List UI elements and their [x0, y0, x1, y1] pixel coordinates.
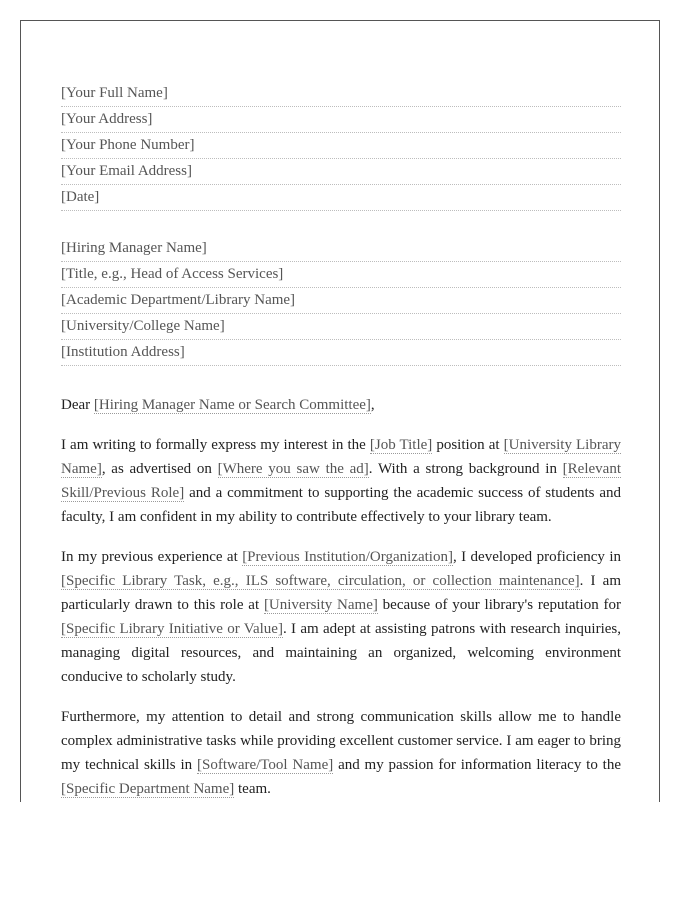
- job-title-placeholder[interactable]: [Job Title]: [369, 437, 433, 453]
- recipient-address[interactable]: [Institution Address]: [61, 340, 621, 366]
- p1-text-1: I am writing to formally express my interest in the: [61, 437, 370, 453]
- recipient-title[interactable]: [Title, e.g., Head of Access Services]: [61, 262, 621, 288]
- letter-page: [20, 20, 660, 802]
- block-spacer: [61, 211, 621, 236]
- p1-text-5: and a commitment to supporting the academic success of students and faculty, I am confident in my ability to contribute effectively to your library team.: [61, 485, 621, 525]
- sender-full-name[interactable]: [Your Full Name]: [61, 81, 621, 107]
- salutation-suffix: ,: [370, 397, 375, 413]
- letter-date[interactable]: [Date]: [61, 185, 621, 211]
- recipient-block: [61, 236, 621, 366]
- university-name-placeholder[interactable]: [University Name]: [263, 597, 378, 613]
- paragraph-interest: [61, 433, 621, 529]
- sender-email[interactable]: [Your Email Address]: [61, 159, 621, 185]
- p1-text-2: position at: [432, 437, 504, 453]
- p3-text-1: Furthermore, my attention to detail and strong communication skills allow me to handle complex administrative tasks while providing excellent customer service. I am eager to bring my technical skills in: [61, 709, 621, 773]
- salutation: [61, 393, 621, 417]
- software-tool-placeholder[interactable]: [Software/Tool Name]: [196, 757, 334, 773]
- library-initiative-placeholder[interactable]: [Specific Library Initiative or Value]: [61, 621, 283, 637]
- recipient-manager-name[interactable]: [Hiring Manager Name]: [61, 236, 621, 262]
- sender-phone[interactable]: [Your Phone Number]: [61, 133, 621, 159]
- p1-text-4: . With a strong background in: [368, 461, 563, 477]
- sender-block: [61, 81, 621, 211]
- p2-text-4: because of your library's reputation for: [377, 597, 621, 613]
- p2-text-2: , I developed proficiency in: [452, 549, 621, 565]
- relevant-skill-placeholder[interactable]: [Relevant Skill/Previous Role]: [61, 461, 621, 501]
- library-task-placeholder[interactable]: [Specific Library Task, e.g., ILS software, circulation, or collection maintenance]: [61, 573, 580, 589]
- salutation-prefix: Dear: [61, 397, 94, 413]
- previous-institution-placeholder[interactable]: [Previous Institution/Organization]: [242, 549, 453, 565]
- p1-text-3: , as advertised on: [101, 461, 218, 477]
- paragraph-experience: [61, 545, 621, 689]
- ad-source-placeholder[interactable]: [Where you saw the ad]: [217, 461, 369, 477]
- recipient-department[interactable]: [Academic Department/Library Name]: [61, 288, 621, 314]
- paragraph-skills: [61, 705, 621, 801]
- p3-text-3: team.: [234, 781, 271, 797]
- letter-content: [61, 81, 621, 801]
- p2-text-5: . I am adept at assisting patrons with research inquiries, managing digital resources, and maintaining an organized, welcoming environment conducive to scholarly study.: [61, 621, 622, 685]
- library-name-placeholder[interactable]: [University Library Name]: [61, 437, 621, 477]
- p2-text-1: In my previous experience at: [61, 549, 243, 565]
- recipient-institution[interactable]: [University/College Name]: [61, 314, 621, 340]
- salutation-placeholder[interactable]: [Hiring Manager Name or Search Committee]: [93, 397, 371, 413]
- p2-text-3: . I am particularly drawn to this role at: [61, 573, 622, 613]
- sender-address[interactable]: [Your Address]: [61, 107, 621, 133]
- p3-text-2: and my passion for information literacy to the: [333, 757, 621, 773]
- department-name-placeholder[interactable]: [Specific Department Name]: [61, 781, 235, 797]
